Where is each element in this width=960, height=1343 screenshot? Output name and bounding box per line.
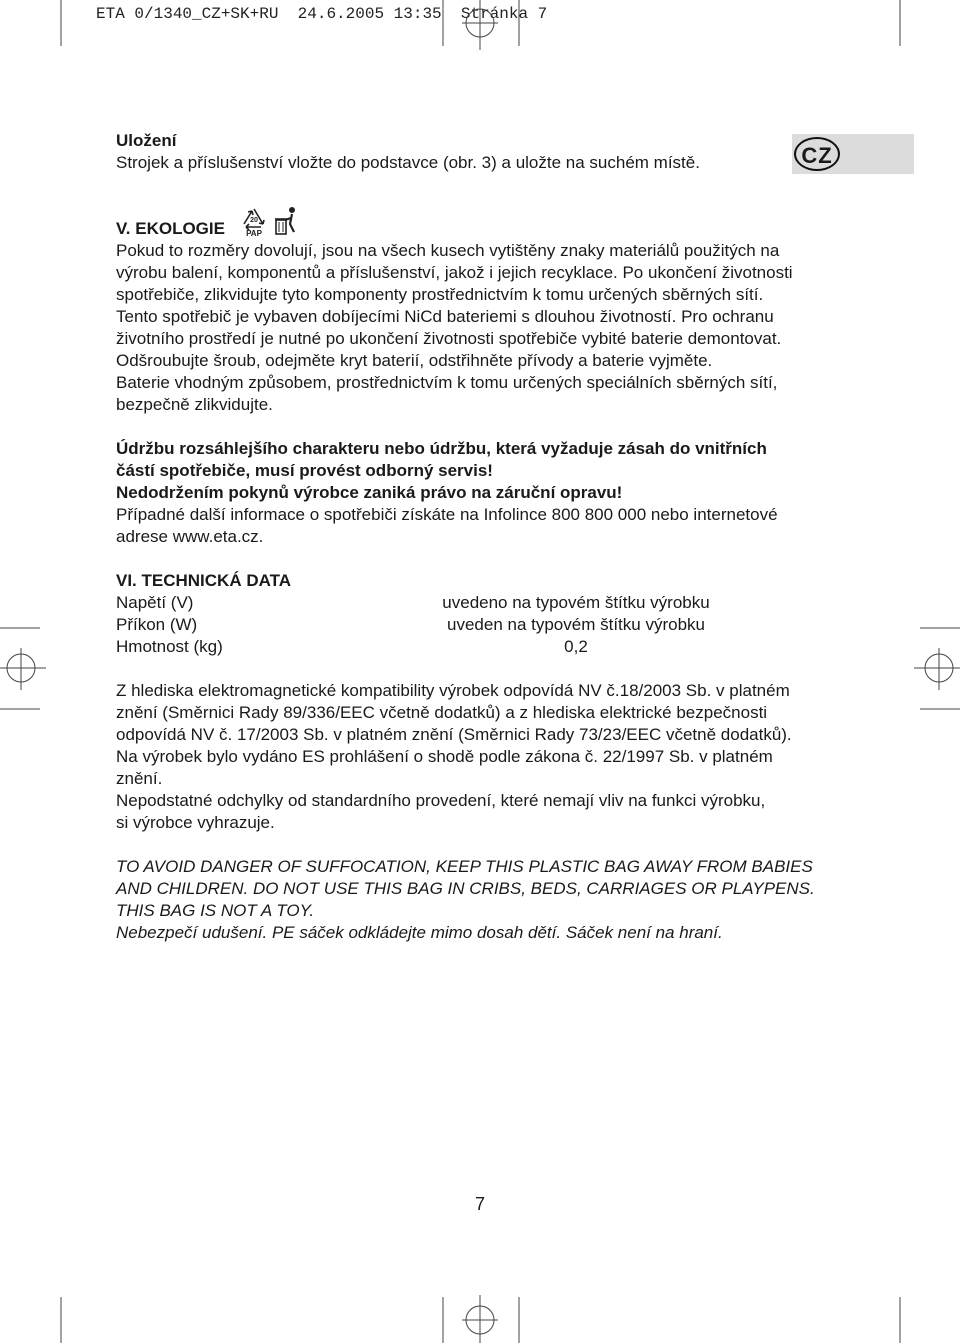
ecology-line: výrobu balení, komponentů a příslušenství, jakož i jejich recyklace. Po ukončení životnosti	[116, 263, 793, 282]
ecology-line: Odšroubujte šroub, odejměte kryt baterií, odstřihněte přívody a baterie vyjměte.	[116, 351, 713, 370]
ecology-heading: V. EKOLOGIE	[116, 219, 225, 238]
ecology-line: Pokud to rozměry dovolují, jsou na všech kusech vytištěny znaky materiálů použitých na	[116, 241, 780, 260]
compliance-line: odpovídá NV č. 17/2003 Sb. v platném znění (Směrnici Rady 73/23/EEC včetně dodatků).	[116, 725, 792, 744]
ecology-heading-row	[116, 196, 856, 240]
ecology-line: spotřebiče, zlikvidujte tyto komponenty prostřednictvím k tomu určených sběrných sítí.	[116, 285, 764, 304]
service-warning-line: Údržbu rozsáhlejšího charakteru nebo údržbu, která vyžaduje zásah do vnitřních	[116, 439, 767, 458]
compliance-line: Na výrobek bylo vydáno ES prohlášení o shodě podle zákona č. 22/1997 Sb. v platném	[116, 747, 773, 766]
technical-heading: VI. TECHNICKÁ DATA	[116, 571, 292, 590]
page-number: 7	[474, 1194, 485, 1214]
ecology-icons	[239, 206, 299, 238]
ecology-line: Tento spotřebič je vybaven dobíjecími NiCd bateriemi s dlouhou životností. Pro ochranu	[116, 307, 774, 326]
spec-label: Hmotnost (kg)	[116, 637, 223, 656]
compliance-line: Z hlediska elektromagnetické kompatibility výrobek odpovídá NV č.18/2003 Sb. v platném	[116, 681, 790, 700]
compliance-line: znění.	[116, 769, 163, 788]
compliance-line: znění (Směrnici Rady 89/336/EEC včetně dodatků) a z hlediska elektrické bezpečnosti	[116, 703, 768, 722]
recycle-pap-icon	[239, 206, 269, 238]
spec-value: uveden na typovém štítku výrobku	[447, 615, 705, 634]
infoline-text: Případné další informace o spotřebiči získáte na Infolince 800 800 000 nebo internetové	[116, 505, 778, 524]
spec-value: uvedeno na typovém štítku výrobku	[442, 593, 710, 612]
recycle-code: 20	[250, 217, 258, 224]
suffocation-warning-czech: Nebezpečí udušení. PE sáček odkládejte mimo dosah dětí. Sáček není na hraní.	[116, 923, 723, 942]
table-row	[116, 614, 736, 636]
suffocation-warning-line: AND CHILDREN. DO NOT USE THIS BAG IN CRIBS, BEDS, CARRIAGES OR PLAYPENS.	[116, 879, 815, 898]
table-row	[116, 636, 736, 658]
manual-page-content	[116, 130, 856, 944]
suffocation-warning-line: THIS BAG IS NOT A TOY.	[116, 901, 315, 920]
infoline-text: adrese www.eta.cz.	[116, 527, 264, 546]
recycle-label: PAP	[246, 229, 262, 238]
suffocation-warning-line: TO AVOID DANGER OF SUFFOCATION, KEEP THIS PLASTIC BAG AWAY FROM BABIES	[116, 857, 813, 876]
language-badge: CZ	[794, 137, 840, 171]
table-row	[116, 592, 736, 614]
ecology-line: bezpečně zlikvidujte.	[116, 395, 273, 414]
print-slug: ETA 0/1340_CZ+SK+RU 24.6.2005 13:35 Stránka 7	[96, 5, 548, 23]
warranty-warning-line: Nedodržením pokynů výrobce zaniká právo na záruční opravu!	[116, 483, 623, 502]
trash-bin-icon	[273, 206, 299, 238]
storage-text: Strojek a příslušenství vložte do podstavce (obr. 3) a uložte na suchém místě.	[116, 153, 700, 172]
service-warning-line: částí spotřebiče, musí provést odborný servis!	[116, 461, 493, 480]
ecology-line: životního prostředí je nutné po ukončení životnosti spotřebiče vybité baterie demontovat.	[116, 329, 782, 348]
ecology-line: Baterie vhodným způsobem, prostřednictvím k tomu určených speciálních sběrných sítí,	[116, 373, 778, 392]
spec-value: 0,2	[564, 637, 588, 656]
spec-label: Napětí (V)	[116, 593, 194, 612]
compliance-line: si výrobce vyhrazuje.	[116, 813, 275, 832]
spec-label: Příkon (W)	[116, 615, 198, 634]
storage-heading: Uložení	[116, 131, 177, 150]
technical-data-table	[116, 592, 736, 658]
compliance-line: Nepodstatné odchylky od standardního provedení, které nemají vliv na funkci výrobku,	[116, 791, 766, 810]
